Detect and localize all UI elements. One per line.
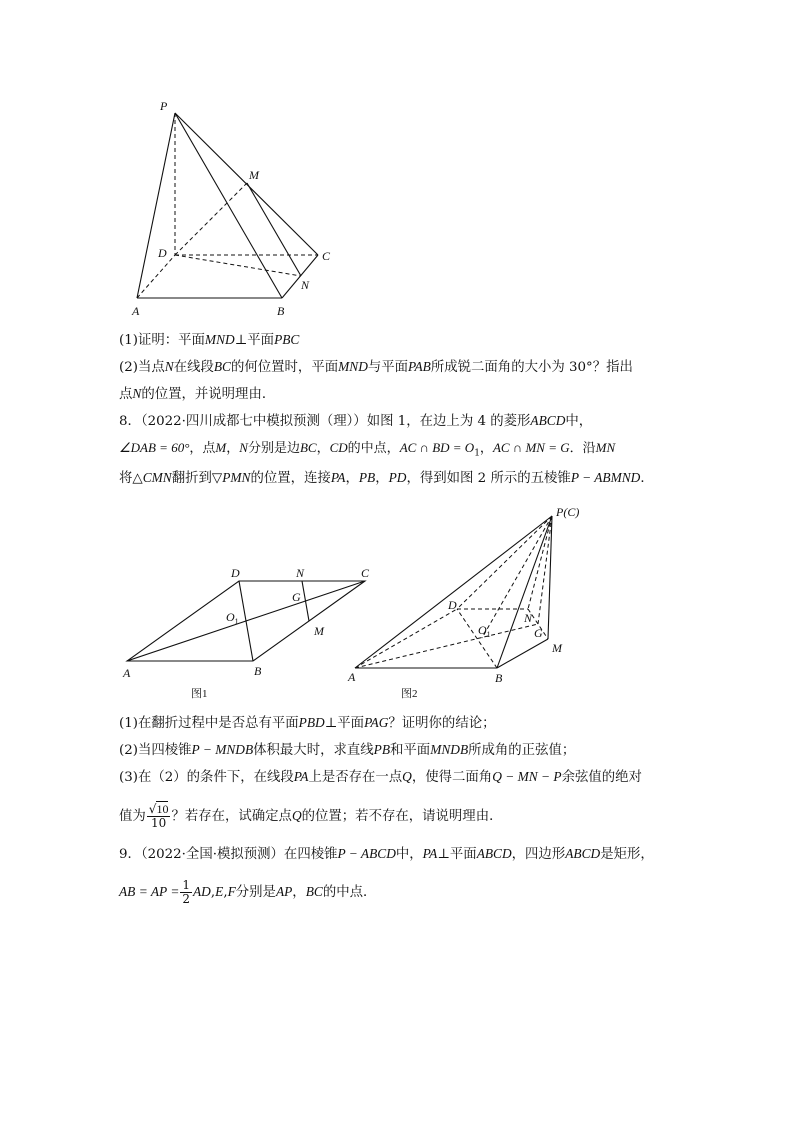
edge-pd: [457, 516, 552, 609]
edge-pa: [137, 113, 175, 298]
q7-part2-line2: 点N的位置，并说明理由．: [119, 386, 276, 402]
label-g: G: [292, 590, 301, 604]
edge-dn: [175, 255, 301, 276]
caption-fig1: 图1: [191, 688, 208, 700]
q8-intro-line3: 将△CMN翻折到▽PMN的位置，连接PA，PB，PD，得到如图 2 所示的五棱锥P − ABMND．: [119, 470, 654, 486]
label-d: D: [448, 598, 457, 612]
fraction-one-half: $\frac{1}{2}$: [182, 878, 190, 906]
base-bm: [497, 639, 548, 668]
label-g: G: [534, 626, 543, 640]
label-a: A: [348, 670, 356, 684]
label-d: D: [158, 246, 167, 260]
edge-ad: [137, 255, 175, 298]
fraction-sqrt10-over-10: $\frac{√10}{10}$: [148, 802, 169, 830]
base-ad: [355, 609, 457, 668]
segment-mn: [302, 581, 309, 621]
label-o1: $O_1$: [226, 610, 239, 626]
q8-part1: (1)在翻折过程中是否总有平面PBD⊥平面PAG？证明你的结论；: [119, 715, 496, 731]
label-a: A: [123, 666, 131, 680]
caption-fig2: 图2: [401, 688, 418, 700]
label-p: P: [160, 99, 168, 113]
figure-pyramid-pabcd: [120, 90, 350, 325]
q8-part3-line1: (3)在（2）的条件下，在线段PA上是否存在一点Q，使得二面角Q − MN − P余弦值的绝对: [119, 769, 642, 785]
label-m: M: [314, 624, 324, 638]
edge-pm: [548, 516, 552, 639]
q8-part2: (2)当四棱锥P − MNDB体积最大时，求直线PB和平面MNDB所成角的正弦值；: [119, 742, 576, 758]
figure-2-pentagonal-pyramid: [345, 505, 580, 705]
label-b: B: [254, 664, 262, 678]
q9-line2: AB = AP = $\frac{1}{2}$ AD,E,F分别是AP，BC的中点．: [119, 878, 377, 906]
label-b: B: [277, 304, 285, 318]
q7-part2-line1: (2)当点N在线段BC的何位置时，平面MND与平面PAB所成锐二面角的大小为 30°？指出: [119, 359, 633, 375]
label-n: N: [524, 611, 533, 625]
diagonal-bd: [457, 609, 497, 668]
diagonal-bd: [239, 581, 253, 661]
label-n: N: [296, 566, 305, 580]
label-d: D: [231, 566, 240, 580]
q9-line1: 9．（2022·全国·模拟预测）在四棱锥P − ABCD中，PA⊥平面ABCD，四边形ABCD是矩形，: [119, 846, 654, 862]
q8-intro-line1: 8．（2022·四川成都七中模拟预测（理））如图 1，在边上为 4 的菱形ABCD中，: [119, 413, 593, 429]
label-n: N: [301, 278, 310, 292]
label-m: M: [552, 641, 562, 655]
label-o1: $O_1$: [478, 623, 491, 639]
edge-pn: [528, 516, 552, 609]
label-c: C: [361, 566, 370, 580]
edge-pa: [355, 516, 552, 668]
edge-po: [482, 516, 552, 638]
label-c: C: [322, 249, 331, 263]
edge-pb: [497, 516, 552, 668]
label-a: A: [132, 304, 140, 318]
q8-part3-line2: 值为 $\frac{√10}{10}$ ？若存在，试确定点Q的位置；若不存在，请说明理由．: [119, 802, 503, 830]
label-m: M: [249, 168, 259, 182]
label-pc: P(C): [556, 505, 580, 519]
q7-part1: (1)证明：平面MND⊥平面PBC: [119, 332, 300, 348]
edge-bc: [282, 255, 318, 298]
q8-intro-line2: ∠DAB = 60°，点M，N分别是边BC，CD的中点，AC ∩ BD = $O_1$，AC ∩ MN = G．沿MN: [119, 440, 616, 459]
label-b: B: [495, 671, 503, 685]
